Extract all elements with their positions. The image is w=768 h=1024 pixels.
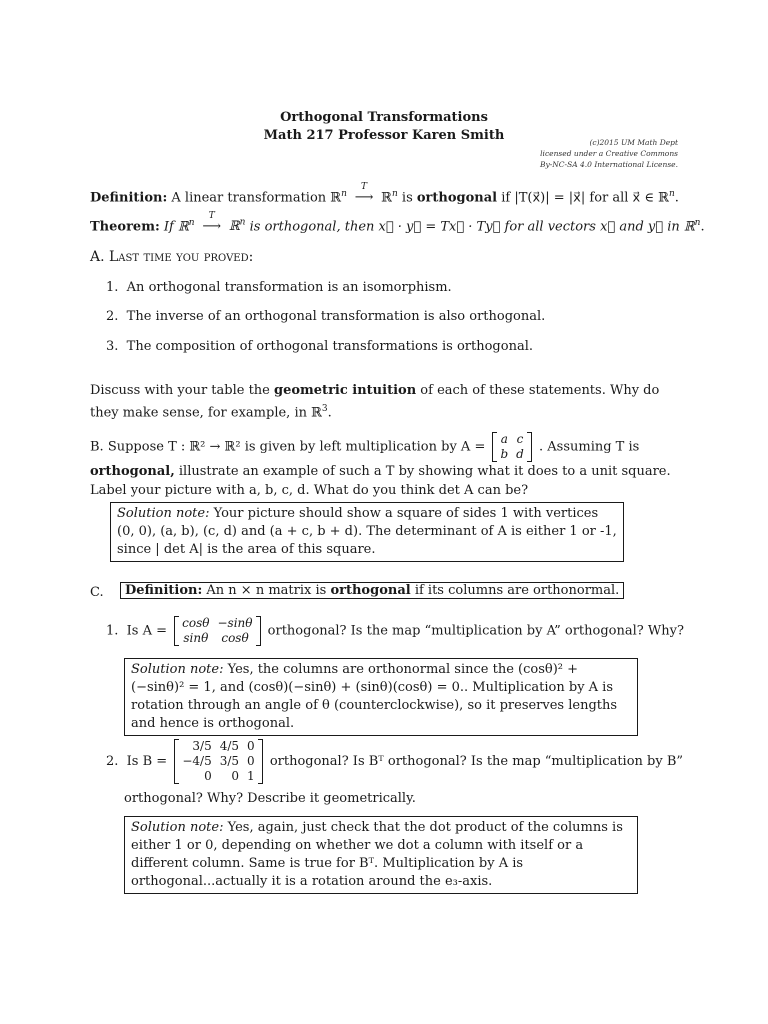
list-item: 3. The composition of orthogonal transformations is orthogonal. <box>106 339 533 354</box>
solution-note-c2: Solution note: Yes, again, just check that the dot product of the columns is either 1 or 0, depending on whether we dot a column with itself or a different column. Same is true for Bᵀ. Multiplication by A is orthogonal...actually it is a rotation around the e₃-axis. <box>124 816 638 894</box>
list-item: 2. The inverse of an orthogonal transformation is also orthogonal. <box>106 309 546 324</box>
question-2-continued: orthogonal? Why? Describe it geometrically. <box>124 791 416 806</box>
theorem-line: Theorem: If ℝ$^n$ T ⟶ ℝ$^n$ is orthogonal, then x⃗ · y⃗ = Tx⃗ · Ty⃗ for all vectors x⃗ and y⃗ in ℝ$^n$. <box>90 211 705 235</box>
definition-line: Definition: A linear transformation ℝ$^n$ T ⟶ ℝ$^n$ is orthogonal if |T(x⃗)| = |x⃗| for all x⃗ ∈ ℝ$^n$. <box>90 182 679 206</box>
arrow-icon: T ⟶ <box>202 211 222 235</box>
matrix-b: 3/5 4/5 0 −4/5 3/5 0 0 0 1 <box>174 739 262 784</box>
section-a-heading: A. Last time you proved: <box>90 249 254 265</box>
solution-note-b: Solution note: Your picture should show a square of sides 1 with vertices (0, 0), (a, b), (c, d) and (a + c, b + d). The determinant of A is either 1 or -1, since | det A| is the area of this square. <box>110 502 624 562</box>
discuss-paragraph: Discuss with your table the geometric intuition of each of these statements. Why do they make sense, for example, in ℝ$^3$. <box>90 383 660 421</box>
orthogonal-matrix-definition: Definition: An n × n matrix is orthogonal if its columns are orthonormal. <box>120 582 624 599</box>
section-c-letter: C. <box>90 585 104 600</box>
list-item: 1. An orthogonal transformation is an isomorphism. <box>106 280 452 295</box>
question-1: 1. Is A = cosθ −sinθ sinθ cosθ orthogonal? Is the map “multiplication by A” orthogonal? Why? <box>106 616 684 645</box>
arrow-icon: T ⟶ <box>354 182 374 206</box>
page-title: Orthogonal Transformations <box>280 110 488 125</box>
license-note: (c)2015 UM Math Dept licensed under a Creative Commons By-NC-SA 4.0 International License. <box>539 138 678 169</box>
solution-note-c1: Solution note: Yes, the columns are orthonormal since the (cosθ)² + (−sinθ)² = 1, and (cosθ)(−sinθ) + (sinθ)(cosθ) = 0.. Multiplication by A is rotation through an angle of θ (counterclockwise), so it preserves lengths and hence is orthogonal. <box>124 658 638 736</box>
matrix-rotation: cosθ −sinθ sinθ cosθ <box>174 616 260 646</box>
question-2: 2. Is B = 3/5 4/5 0 −4/5 3/5 0 0 0 1 orthogonal? Is Bᵀ orthogonal? Is the map “multiplication by B” <box>106 739 684 783</box>
matrix-a: a c b d <box>492 432 531 462</box>
course-subtitle: Math 217 Professor Karen Smith <box>263 128 505 143</box>
section-b-paragraph: B. Suppose T : ℝ² → ℝ² is given by left multiplication by A = a c b d . Assuming T is orthogonal, illustrate an example of such a T by showing what it does to a unit square. Label your picture with a, b, c, d. What do you think det A can be? <box>90 432 671 498</box>
